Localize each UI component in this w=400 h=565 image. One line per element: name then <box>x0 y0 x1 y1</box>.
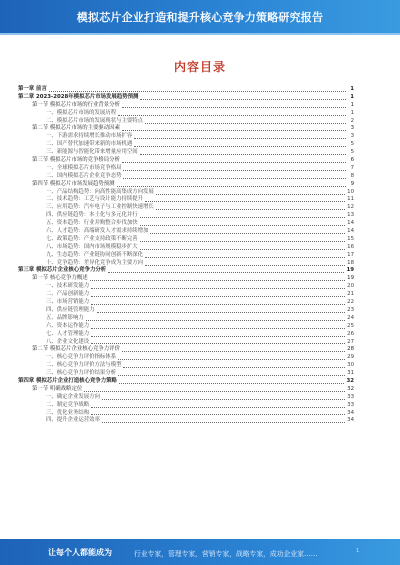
toc-leader-dots <box>91 342 345 344</box>
toc-entry[interactable] <box>18 417 354 425</box>
toc-leader-dots <box>140 224 345 226</box>
toc-entry-text: 三、新能源与智能化带来增量应用空间 <box>46 149 138 156</box>
toc-leader-dots <box>91 406 345 408</box>
toc-entry[interactable] <box>18 244 354 252</box>
toc-leader-dots <box>86 319 345 321</box>
toc-entry-page: 21 <box>347 291 354 298</box>
toc-entry-text: 二、模拟芯片市场的发展现状与主要特点 <box>46 117 144 124</box>
toc-entry[interactable] <box>18 299 354 307</box>
toc-entry-page: 25 <box>347 322 354 329</box>
toc-entry-text: 一、下游需求持续增长推动市场扩容 <box>46 133 133 140</box>
toc-entry-text: 一、核心竞争力评价指标体系 <box>46 354 117 361</box>
toc-leader-dots <box>97 311 346 313</box>
toc-leader-dots <box>91 303 345 305</box>
toc-entry-text: 二、产品创新能力 <box>46 291 90 298</box>
page-number: 1 <box>356 548 360 554</box>
toc-leader-dots <box>118 114 346 116</box>
toc-leader-dots <box>123 169 346 171</box>
toc-entry[interactable] <box>18 220 354 228</box>
toc-leader-dots <box>140 98 346 100</box>
toc-leader-dots <box>140 216 345 218</box>
toc-leader-dots <box>84 390 345 392</box>
toc-entry-text: 一、技术研发能力 <box>46 283 90 290</box>
toc-entry-page: 1 <box>350 86 354 92</box>
toc-entry-text: 六、资本运作能力 <box>46 322 90 329</box>
toc-entry[interactable] <box>18 149 354 157</box>
toc-entry[interactable] <box>18 165 354 173</box>
footer-tags: 行业专家，管理专家，营销专家，战略专家，成功企业家…… <box>134 550 318 558</box>
toc-leader-dots <box>123 366 345 368</box>
toc-leader-dots <box>156 208 345 210</box>
toc-leader-dots <box>145 256 345 258</box>
toc-entry-page: 32 <box>346 377 354 384</box>
toc-entry[interactable] <box>18 283 354 291</box>
toc-entry-page: 17 <box>347 251 354 258</box>
toc-entry-page: 5 <box>350 149 354 156</box>
toc-entry-text: 四、供应链趋势：本土化与多元化并行 <box>46 212 138 219</box>
toc-entry-text: 九、生态趋势：产业链协同创新不断深化 <box>46 251 144 258</box>
footer-bar <box>0 539 400 565</box>
toc-leader-dots <box>145 264 345 266</box>
toc-entry-text: 第三节 模拟芯片市场的竞争格局分析 <box>32 157 120 164</box>
toc-entry-page: 2 <box>350 117 354 124</box>
toc-leader-dots <box>122 129 346 131</box>
toc-title: 内容目录 <box>173 60 226 74</box>
report-title: 模拟芯片企业打造和提升核心竞争力策略研究报告 <box>76 11 324 24</box>
toc-entry-page: 30 <box>347 362 354 369</box>
toc-entry[interactable] <box>18 181 354 189</box>
toc-entry-text: 第二节 模拟芯片企业核心竞争力评价 <box>32 346 120 353</box>
toc-entry-page: 34 <box>347 417 354 424</box>
toc-entry-text: 第四节 模拟芯片市场发展趋势预测 <box>32 180 115 187</box>
toc-leader-dots <box>108 271 344 273</box>
toc-leader-dots <box>150 232 345 234</box>
toc-entry-page: 27 <box>347 338 354 345</box>
toc-entry-page: 15 <box>347 235 354 242</box>
toc-entry-page: 11 <box>347 196 354 203</box>
toc-entry[interactable] <box>18 212 354 220</box>
toc-entry-page: 33 <box>347 401 354 408</box>
toc-entry-page: 12 <box>347 204 354 211</box>
toc-entry-page: 9 <box>350 180 354 187</box>
toc-entry[interactable] <box>18 252 354 260</box>
toc-leader-dots <box>134 145 346 147</box>
toc-entry[interactable] <box>18 173 354 181</box>
toc-entry[interactable] <box>18 141 354 149</box>
toc-leader-dots <box>91 335 345 337</box>
toc-leader-dots <box>122 350 345 352</box>
toc-entry-page: 3 <box>350 133 354 140</box>
toc-entry-text: 六、人才趋势：高端研发人才需求持续增加 <box>46 228 149 235</box>
toc-leader-dots <box>145 122 346 124</box>
toc-leader-dots <box>140 153 346 155</box>
toc-leader-dots <box>49 90 346 92</box>
toc-entry-text: 十、竞争趋势：差异化竞争成为主要方向 <box>46 259 144 266</box>
toc-entry-text: 三、核心竞争力评价结果分析 <box>46 370 117 377</box>
toc-entry-page: 7 <box>350 164 354 171</box>
toc-leader-dots <box>118 374 345 376</box>
toc-leader-dots <box>122 106 346 108</box>
toc-entry-page: 1 <box>350 109 354 116</box>
toc-entry-page: 32 <box>347 385 354 392</box>
toc-entry-text: 第二节 模拟芯片市场的主要驱动因素 <box>32 125 120 132</box>
toc-entry-page: 19 <box>346 267 354 274</box>
toc-entry[interactable] <box>18 323 354 331</box>
toc-entry-text: 三、市场营销能力 <box>46 299 90 306</box>
toc-entry[interactable] <box>18 370 354 378</box>
toc-leader-dots <box>134 137 346 139</box>
toc-entry-text: 一、确定企业发展方向 <box>46 393 100 400</box>
toc-entry-text: 三、应用趋势：汽车电子与工业控制快速增长 <box>46 204 154 211</box>
toc-entry-page: 1 <box>350 101 354 108</box>
toc-entry-page: 34 <box>347 409 354 416</box>
toc-entry-text: 三、优化业务结构 <box>46 409 90 416</box>
toc-leader-dots <box>119 382 345 384</box>
toc-entry-page: 10 <box>347 188 354 195</box>
toc-entry[interactable] <box>18 86 354 94</box>
toc-entry[interactable] <box>18 362 354 370</box>
toc-entry-text: 第一章 前言 <box>18 86 47 92</box>
toc-entry[interactable] <box>18 157 354 165</box>
toc-entry-text: 四、提升企业运营效率 <box>46 417 100 424</box>
toc-leader-dots <box>140 240 345 242</box>
toc-entry-text: 第一节 核心竞争力概述 <box>32 275 88 282</box>
toc-leader-dots <box>156 193 345 195</box>
toc-leader-dots <box>91 327 345 329</box>
toc-entry-text: 一、全球模拟芯片市场竞争格局 <box>46 164 122 171</box>
toc-entry-page: 16 <box>347 243 354 250</box>
toc-entry-text: 一、模拟芯片市场的发展历程 <box>46 109 117 116</box>
toc-entry-text: 七、政策趋势：产业支持政策不断完善 <box>46 235 138 242</box>
toc-entry[interactable] <box>18 394 354 402</box>
toc-entry-text: 第三章 模拟芯片企业核心竞争力分析 <box>18 267 107 274</box>
toc-entry-text: 五、资本趋势：行业并购整合步伐加快 <box>46 220 138 227</box>
toc-leader-dots <box>140 248 345 250</box>
toc-entry[interactable] <box>18 307 354 315</box>
toc-entry[interactable] <box>18 110 354 118</box>
toc-entry-text: 第二章 2023-2028年模拟芯片市场发展趋势预测 <box>18 93 139 100</box>
toc-leader-dots <box>90 279 346 281</box>
toc-entry-page: 3 <box>350 125 354 132</box>
toc-entry-text: 五、品牌影响力 <box>46 314 84 321</box>
toc-entry-text: 第四章 模拟芯片企业打造核心竞争力策略 <box>18 377 117 384</box>
toc-entry-page: 1 <box>350 93 354 100</box>
toc-leader-dots <box>102 421 345 423</box>
toc-entry-text: 二、技术趋势：工艺与设计能力持续提升 <box>46 196 144 203</box>
toc-entry[interactable] <box>18 102 354 110</box>
toc-entry-page: 33 <box>347 393 354 400</box>
toc-entry-page: 20 <box>347 283 354 290</box>
toc-entry-text: 八、市场趋势：国内市场规模稳步扩大 <box>46 243 138 250</box>
toc-entry-page: 23 <box>347 306 354 313</box>
toc-leader-dots <box>102 398 345 400</box>
toc-leader-dots <box>117 185 346 187</box>
toc-leader-dots <box>91 413 345 415</box>
toc-entry[interactable] <box>18 378 354 386</box>
toc-entry-page: 13 <box>347 212 354 219</box>
toc-leader-dots <box>145 200 345 202</box>
toc-entry-text: 第一节 模拟芯片市场的行业背景分析 <box>32 101 120 108</box>
toc-entry[interactable] <box>18 331 354 339</box>
toc-entry-text: 七、人才管理能力 <box>46 330 90 337</box>
toc-entry-page: 24 <box>347 314 354 321</box>
toc-entry-text: 二、核心竞争力评价方法与模型 <box>46 362 122 369</box>
toc-entry-page: 14 <box>347 220 354 227</box>
toc-entry-page: 19 <box>347 275 354 282</box>
toc-entry-page: 5 <box>350 141 354 148</box>
toc-entry[interactable] <box>18 236 354 244</box>
toc-entry[interactable] <box>18 386 354 394</box>
toc-entry[interactable] <box>18 94 354 102</box>
toc-entry-page: 6 <box>350 157 354 164</box>
toc-entry[interactable] <box>18 315 354 323</box>
toc-leader-dots <box>91 295 345 297</box>
toc-leader-dots <box>122 161 346 163</box>
toc-entry-text: 四、供应链管理能力 <box>46 306 95 313</box>
header-bar <box>0 0 400 33</box>
toc-entry[interactable] <box>18 402 354 410</box>
footer-slogan: 让每个人都能成为 <box>48 548 112 557</box>
toc-entry-text: 八、企业文化建设 <box>46 338 90 345</box>
toc-entry-page: 14 <box>347 228 354 235</box>
toc-entry-text: 一、产品结构趋势：向高性能高集成方向发展 <box>46 188 154 195</box>
toc-entry-page: 22 <box>347 299 354 306</box>
toc-entry-text: 二、制定竞争战略 <box>46 401 90 408</box>
toc-leader-dots <box>91 287 345 289</box>
toc-entry-page: 28 <box>347 346 354 353</box>
toc-entry-page: 29 <box>347 354 354 361</box>
toc-entry[interactable] <box>18 354 354 362</box>
toc-entry-page: 8 <box>350 172 354 179</box>
toc-leader-dots <box>123 177 346 179</box>
toc-entry-page: 26 <box>347 330 354 337</box>
table-of-contents <box>18 86 354 542</box>
toc-entry[interactable] <box>18 291 354 299</box>
toc-leader-dots <box>118 358 345 360</box>
toc-entry-page: 18 <box>347 259 354 266</box>
toc-entry-page: 31 <box>347 370 354 377</box>
header-divider <box>0 33 400 35</box>
toc-entry[interactable] <box>18 228 354 236</box>
toc-entry-text: 二、国产替代加速带来新的市场机遇 <box>46 141 133 148</box>
toc-entry-text: 第一节 明确战略定位 <box>32 385 83 392</box>
toc-entry-text: 二、国内模拟芯片企业竞争态势 <box>46 172 122 179</box>
